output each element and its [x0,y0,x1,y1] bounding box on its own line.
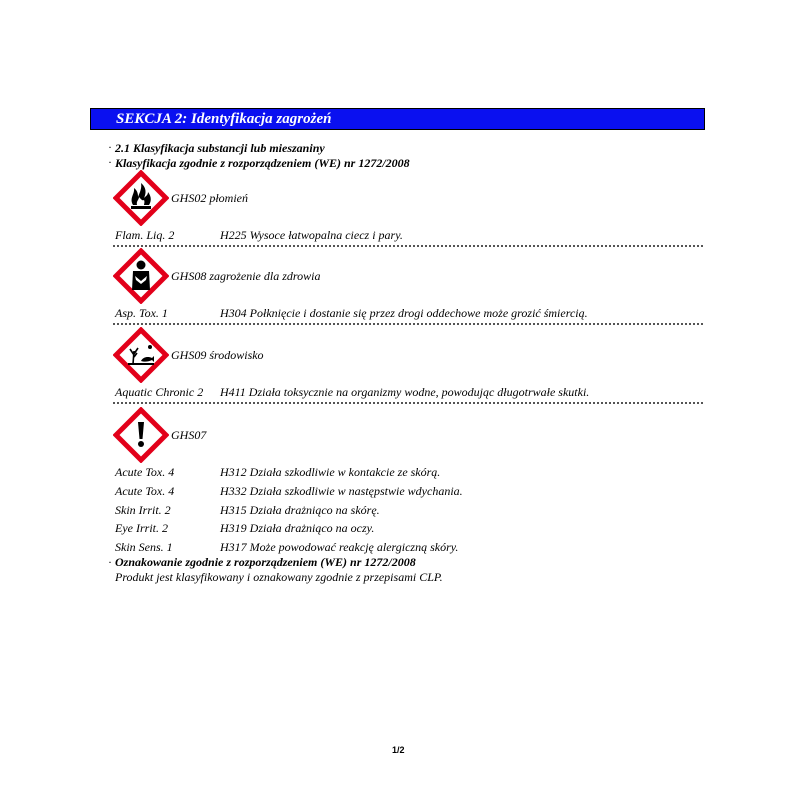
bullet-dot: · [108,555,112,569]
hazard-class: Eye Irrit. 2 [115,521,168,535]
dotted-separator [113,245,703,247]
environment-icon [113,327,169,383]
hazard-statement: H317 Może powodować reakcję alergiczną skóry. [220,540,459,554]
ghs-label: GHS02 płomień [171,191,248,205]
hazard-statement: H315 Działa drażniąco na skórę. [220,503,380,517]
bullet-dot: · [108,155,112,169]
hazard-statement: H411 Działa toksycznie na organizmy wodne, powodując długotrwałe skutki. [220,385,590,399]
exclamation-mark-icon [113,407,169,463]
subsection-heading: 2.1 Klasyfikacja substancji lub mieszaniny [115,141,325,155]
section-title: SEKCJA 2: Identyfikacja zagrożeń [116,111,332,127]
labelling-heading: Oznakowanie zgodnie z rozporządzeniem (WE) nr 1272/2008 [115,555,416,569]
hazard-statement: H312 Działa szkodliwie w kontakcie ze skórą. [220,465,441,479]
hazard-class: Aquatic Chronic 2 [115,385,204,399]
flame-icon [113,170,169,226]
ghs-label: GHS08 zagrożenie dla zdrowia [171,269,321,283]
hazard-class: Flam. Liq. 2 [115,228,175,242]
hazard-statement: H225 Wysoce łatwopalna ciecz i pary. [220,228,403,242]
health-hazard-icon [113,248,169,304]
hazard-class: Skin Sens. 1 [115,540,173,554]
hazard-statement: H319 Działa drażniąco na oczy. [220,521,375,535]
section-header [90,108,705,130]
hazard-class: Asp. Tox. 1 [115,306,168,320]
bullet-dot: · [108,140,112,154]
dotted-separator [113,402,703,404]
hazard-class: Skin Irrit. 2 [115,503,171,517]
hazard-class: Acute Tox. 4 [115,465,175,479]
hazard-statement: H332 Działa szkodliwie w następstwie wdychania. [220,484,463,498]
classification-regulation-heading: Klasyfikacja zgodnie z rozporządzeniem (WE) nr 1272/2008 [115,156,410,170]
hazard-statement: H304 Połknięcie i dostanie się przez drogi oddechowe może grozić śmiercią. [220,306,588,320]
labelling-text: Produkt jest klasyfikowany i oznakowany zgodnie z przepisami CLP. [115,570,443,584]
page-number: 1/2 [392,745,405,755]
ghs-label: GHS09 środowisko [171,348,264,362]
ghs-label: GHS07 [171,428,207,442]
hazard-class: Acute Tox. 4 [115,484,175,498]
dotted-separator [113,323,703,325]
